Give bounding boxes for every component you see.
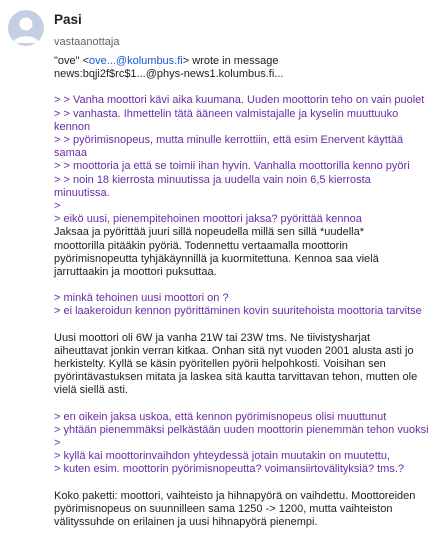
avatar[interactable] (8, 10, 44, 46)
person-silhouette-icon (8, 10, 44, 46)
quoted-line: > eikö uusi, pienempitehoinen moottori jaksa? pyörittää kennoa (54, 213, 362, 226)
intro-line (54, 55, 440, 68)
quoted-line: > kuten esim. moottorin pyörimisnopeutta? voimansiirtovälityksiä? tms.? (54, 463, 405, 476)
reply-line: pyörimisnopeus on suunnilleen sama 1250 -> 1200, mutta vaihteiston (54, 502, 393, 515)
quoted-line: minuutissa. (54, 186, 110, 199)
spacer (54, 81, 440, 94)
quoted-line: > > pyörimisnopeus, mutta minulle kerrottiin, että esim Enervent käyttää (54, 134, 404, 147)
quoted-line: > ei laakeroidun kennon pyörittäminen kovin suuritehoista moottoria tarvitse (54, 305, 422, 318)
spacer (54, 319, 440, 332)
quoted-block (54, 94, 440, 226)
recipient-label[interactable]: vastaanottaja (54, 36, 120, 48)
spacer (54, 398, 440, 411)
sender-name[interactable]: Pasi (54, 12, 82, 27)
quoted-line: > > Vanha moottori kävi aika kuumana. Uuden moottorin teho on vain puolet (54, 94, 425, 107)
message-id-line: news:bqji2f$rc$1...@phys-news1.kolumbus.fi... (54, 68, 284, 81)
quoted-line: samaa (54, 147, 88, 160)
intro-prefix: "ove" < (54, 55, 90, 67)
reply-line: herkistelty. Kyllä se käsin pyöritellen pyörii helpohkosti. Voisihan sen (54, 358, 386, 371)
reply-line: välityssuhde on erilainen ja uusi hihnapyörä pienempi. (54, 516, 318, 529)
quoted-block (54, 292, 440, 318)
reply-paragraph (54, 226, 440, 279)
reply-line: pyörimisnopeutta tyhjäkäynnillä ja kuormitettuna. Kennoa saa vielä (54, 252, 379, 265)
quoted-line: > yhtään pienemmäksi pelkästään uuden moottorin pienemmän tehon vuoksi (54, 423, 429, 436)
quoted-line: > en oikein jaksa uskoa, että kennon pyörimisnopeus olisi muuttunut (54, 410, 387, 423)
quoted-line: > kyllä kai moottorinvaihdon yhteydessä jotain muutakin on muutettu, (54, 450, 390, 463)
quoted-line: > (54, 437, 61, 450)
reply-line: Jaksaa ja pyörittää juuri sillä nopeudella millä sen sillä *uudella* (54, 226, 365, 239)
quoted-line: > (54, 200, 61, 213)
spacer (54, 477, 440, 490)
quoted-block (54, 411, 440, 477)
reply-line: moottorilla pitääkin pyöriä. Todennettu vertaamalla moottorin (54, 239, 348, 252)
reply-line: aiheuttavat jonkin verran kitkaa. Onhan sitä nyt vuoden 2001 alusta asti jo (54, 344, 414, 357)
quoted-line: > minkä tehoinen uusi moottori on ? (54, 292, 229, 305)
email-link[interactable]: ove...@kolumbus.fi (89, 55, 183, 67)
quoted-line: > > noin 18 kierrosta minuutissa ja uudella vain noin 6,5 kierrosta (54, 173, 371, 186)
spacer (54, 279, 440, 292)
message-body (54, 55, 440, 529)
intro-suffix: > wrote in message (182, 55, 279, 67)
quoted-line: > > moottoria ja että se toimii ihan hyvin. Vanhalla moottorilla kenno pyöri (54, 160, 410, 173)
reply-line: Koko paketti: moottori, vaihteisto ja hihnapyörä on vaihdettu. Moottoreiden (54, 489, 416, 502)
reply-line: vielä siellä asti. (54, 384, 128, 397)
quoted-line: kennon (54, 120, 91, 133)
reply-line: Uusi moottori oli 6W ja vanha 21W tai 23W tms. Ne tiivistysharjat (54, 331, 371, 344)
quoted-line: > > vanhasta. Ihmettelin tätä ääneen valmistajalle ja kyselin muuttuuko (54, 107, 399, 120)
reply-paragraph (54, 332, 440, 398)
reply-paragraph (54, 490, 440, 530)
reply-line: jarruttaakin ja moottori puksuttaa. (54, 266, 217, 279)
message-header (8, 8, 436, 52)
reply-line: pyörintävastuksen mitata ja laskea sitä kautta tarvittavan tehon, mutten ole (54, 371, 418, 384)
